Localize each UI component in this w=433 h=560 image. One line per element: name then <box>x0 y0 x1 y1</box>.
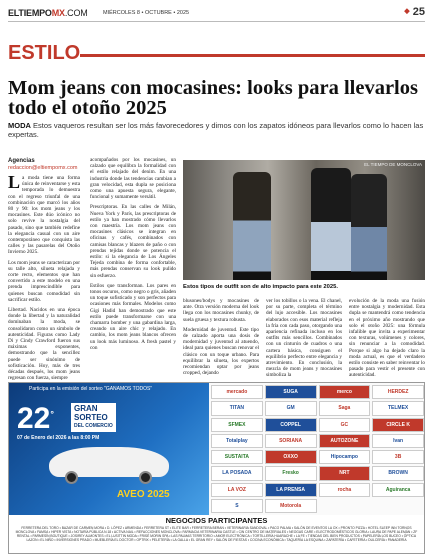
car-wheel <box>139 471 152 484</box>
ad-edition-suffix: ° <box>50 409 54 419</box>
logo-suffix: MX <box>51 8 65 18</box>
ad-sorteo-line: SORTEO <box>74 413 108 422</box>
lede-tag: MODA <box>8 121 31 130</box>
article-column-1 <box>8 172 80 386</box>
sponsor-logo[interactable]: TELMEX <box>372 401 424 415</box>
sponsor-logo[interactable]: Saga <box>319 401 371 415</box>
sponsor-logo[interactable]: TITAN <box>211 401 263 415</box>
ad-header: Participa en la emisión del sorteo "GANAMOS TODOS" <box>29 386 153 392</box>
page-number <box>404 6 425 18</box>
sponsor-logo[interactable]: Fresko <box>265 466 317 480</box>
model-figure-1 <box>233 172 271 280</box>
sponsor-logo[interactable]: SUGA <box>265 385 317 399</box>
issue-date: MIÉRCOLES 8 • OCTUBRE • 2025 <box>103 10 190 16</box>
article-column-2 <box>90 157 176 355</box>
byline-email[interactable]: redaccion@eltiempomx.com <box>8 165 78 171</box>
model-figure-3 <box>351 174 387 280</box>
sponsor-logo[interactable]: Aguiranca <box>372 483 424 497</box>
photo-caption: Estos tipos de outfit son de alto impacto para este 2025. <box>183 284 338 290</box>
section-rule <box>80 54 425 57</box>
paragraph: blusones/bodys y mocasines de ante. Otra versión moderna del look llega con los mocasines chunky, de suela gruesa y textura robusta. <box>183 298 259 323</box>
page-number-value: 25 <box>412 6 425 18</box>
paragraph: Estilos que transforman. Los pares en tonos oscuros, como negro o gris, añaden un toque sofisticado y son perfectos para ocasiones más formales. Modelos como Gigi Hadid han demostrado que este estilo puede transformarse con una chamarra bomber y una gabardina larga, creando un aire chic y relajado. En cambio, los mom jeans blancos ofrecen un look más luminoso. A fresh pastel y con <box>90 282 176 351</box>
sponsor-logo[interactable]: mercado <box>211 385 263 399</box>
businesses-title: NEGOCIOS PARTICIPANTES <box>165 516 268 525</box>
sponsor-logo[interactable]: HERDEZ <box>372 385 424 399</box>
paragraph-text: a moda tiene una forma única de reinventarse y esta temporada lo demuestra con el regreso triunfal de una combinación que marcó los años 80 y 90: los mom jeans y los mocasines. Este dúo icónico no solo revive la nostalgia del pasado, sino que también redefine la elegancia casual con un aire contemporáneo que conquista las calles y las pasarelas del Otoño Invierno 2025. <box>8 175 80 256</box>
model-figure-2 <box>311 168 351 280</box>
ad-sorteo-title <box>71 403 116 432</box>
section-banner <box>8 42 425 64</box>
car-wheel <box>65 471 78 484</box>
sponsor-logo[interactable]: S <box>211 499 263 513</box>
logo-tld: .COM <box>64 8 88 18</box>
page-header <box>8 6 425 22</box>
page-marker-icon: ◆ <box>404 8 410 15</box>
paragraph: acompañados por los mocasines, un calzado que equilibra la formalidad con el estilo relajado del denim. En una industria donde las tendencias cambian a gran velocidad, esta dupla se posiciona como una apuesta segura, elegante, funcional y sumamente versátil. <box>90 157 176 201</box>
article-title: Mom jeans con mocasines: looks para llevarlos todo el otoño 2025 <box>8 77 418 119</box>
paragraph: Prescriptoras. En las calles de Milán, Nueva York y París, las prescriptoras de estilo ya han mostrado cómo llevarlos con maestría. Los mom jeans con mocasines clásicos se integran en oficinas y cafés, combinados con camisas blancas y blazers de paño o con prendas tejidas donde se potencia el estilo: si la elegancia de Los Ángeles Tejeda combina de forma confortable, más prendas conservan su look pulido sin esfuerzo. <box>90 204 176 279</box>
byline <box>8 158 77 172</box>
section-label: ESTILO <box>8 42 81 64</box>
sponsor-logo[interactable]: CIRCLE K <box>372 418 424 432</box>
ad-car-label: AVEO 2025 <box>117 489 170 500</box>
lede-text: Estos vaqueros resultan ser los más favorecedores y dimos con los zapatos idóneos para llevarlos como lo hacen las expertas. <box>8 121 424 139</box>
paragraph: Los mom jeans se caracterizan por su talle alto, silueta relajada y corte recto, elementos que han convertido a este modelo en una prenda imprescindible para quienes buscan comodidad sin sacrificar estilo. <box>8 259 80 303</box>
paragraph <box>8 172 80 256</box>
sponsor-logo[interactable]: Totalplay <box>211 434 263 448</box>
paragraph: Libertad. Nacidos en una época donde la libertad y la naturalidad dominaban la moda, se consolidaron como un símbolo de autenticidad. Figuras como Lady Di y Cindy Crawford fueron sus máximas exponentes, demostrando que la sencillez puede ser sinónimo de sofisticación. Hoy, más de tres décadas después, los mom jeans regresan con fuerza, siempre <box>8 307 80 382</box>
photo-credit: EL TIEMPO DE MONCLOVA <box>364 162 422 167</box>
sponsor-logo[interactable]: GC <box>319 418 371 432</box>
article-column-3 <box>183 298 259 380</box>
drop-cap: L <box>8 172 21 192</box>
ad-edition <box>17 399 54 434</box>
newspaper-logo[interactable] <box>8 8 88 18</box>
ad-promo-panel <box>9 383 209 515</box>
sponsor-logo[interactable]: OXXO <box>265 450 317 464</box>
ad-sorteo-line: GRAN <box>74 404 98 413</box>
sponsor-logo[interactable]: rocha <box>319 483 371 497</box>
sponsor-logo[interactable]: 3B <box>372 450 424 464</box>
businesses-list: FERRETERA DEL TORO • BAZAR DE CARMEN MORA • D. LÓPEZ • ARMENDA • FERRETERA ST • ELITE BAR • FERRETERA BERAN • VETERINARIA SANDOVAL • PACO PALMA • SALÓN DE EVENTOS LA OX • PRONTO PIZZA • HOTEL SLEEP INN TORNOS MONCLOVA • FAMSA • HIPER VISTA • NOTARÍA PÚBLICA N.18 • ACTIVA NAIL • REFACCIONES MONCLOVA • FARMACIA VETERINARIA CASTLE • CIN CENTRO DE MATERIALES • NEOGAS CARE • ELECTRODOMÉSTICOS GLORIA • LAURA DE PAPE ALEMÁN • ZF RENTAL • PARMESÍN BOUTIQUE • JOSIREY ALMONTES • EL LUSITTIN MODA • FRISÉ MORIN SPA • LAS PALMAS TERRITORIO • AMOR ELECTRÓNICA • TORTILLERÍA HUARACHE • LA FE • TIENDAS DEL BIEN PRODUCTOS • PAPELERÍA LOS BUCEO • ÓPTICA LAZON • EL NIÑO • INVERSIONES PRADO • MUEBLERÍA EL DOCTOR • OPTRIX • PELETERÍA • LA GALLA • EL GRAN REY • SALÓN DE FIESTAS • COCINA ECONÓMICA • TAQUERÍA LA ESQUINA • ZAPATERÍA • CAFETERÍA • DULCERÍA • PANADERÍA <box>15 526 418 543</box>
sponsor-logo[interactable]: GM <box>265 401 317 415</box>
article-photo[interactable] <box>183 160 425 280</box>
paragraph: ver los tobillos o la vena. El chanel, por su parte, completa el término del lujo accesible. Los mocasines elaborados con esos material refleja la fría con cada paso, otorgando una apariencia refinada incluso en los outfits más sencillos. Combinados con un cinturón de cuadros o una cartera básica, consiguen el equilibrio perfecto entre elegancia y atrevimiento. En conclusión, la mezcla de mom jeans y mocasines simboliza la <box>266 298 342 379</box>
sponsor-logo[interactable]: SFMEX <box>211 418 263 432</box>
ad-dates: 07 de Enero del 2026 a las 8:00 PM <box>17 435 100 441</box>
sponsor-logo[interactable]: COPPEL <box>265 418 317 432</box>
sponsor-logo[interactable]: LA VOZ <box>211 483 263 497</box>
sponsor-grid <box>211 385 424 513</box>
sponsor-logo[interactable]: LA POSADA <box>211 466 263 480</box>
sponsor-logo[interactable]: SUSTAITA <box>211 450 263 464</box>
sorteo-advertisement[interactable] <box>8 382 425 554</box>
paragraph: Modernidad de juventud. Este tipo de calzado aporta una dosis de modernidad y juventud al atuendo, ideal para quienes buscan renovar el clásico con un toque urbano. Para equilibrar la silueta, los expertos recomiendan optar por jeans cropped, dejando <box>183 326 259 377</box>
ad-edition-number: 22 <box>17 402 51 435</box>
sponsor-logo[interactable]: NRT <box>319 466 371 480</box>
article-column-5 <box>349 298 425 383</box>
byline-author: Agencias <box>8 158 35 164</box>
sponsor-logo[interactable]: Hipocampo <box>319 450 371 464</box>
sponsor-logo[interactable]: LA PRENSA <box>265 483 317 497</box>
ad-sorteo-line: DEL COMERCIO <box>74 423 113 429</box>
participating-businesses <box>9 515 424 554</box>
sponsor-logo[interactable]: AUTOZONE <box>319 434 371 448</box>
sponsor-logo[interactable]: Ivan <box>372 434 424 448</box>
article-column-4 <box>266 298 342 383</box>
sponsor-logo[interactable]: SORIANA <box>265 434 317 448</box>
article-lede <box>8 121 425 139</box>
sponsor-logo[interactable]: BROWN <box>372 466 424 480</box>
sponsor-logo[interactable]: merco <box>319 385 371 399</box>
paragraph: evolución de la moda una fusión entre nostalgia y modernidad. Esta dupla se mantendrá como tendencia en el próximo año mostrando que solo el otoño 2025: una fórmula infalible que invita a experimentar con texturas, volúmenes y colores, sin renunciar a la comodidad. Porque si algo ha dejado claro la moda actual, es que el verdadero estilo consiste en saber reinventar lo pasado para vestir el presente con autenticidad. <box>349 298 425 379</box>
sponsor-logo[interactable]: Motorola <box>265 499 317 513</box>
logo-main: ELTIEMPO <box>8 8 52 18</box>
